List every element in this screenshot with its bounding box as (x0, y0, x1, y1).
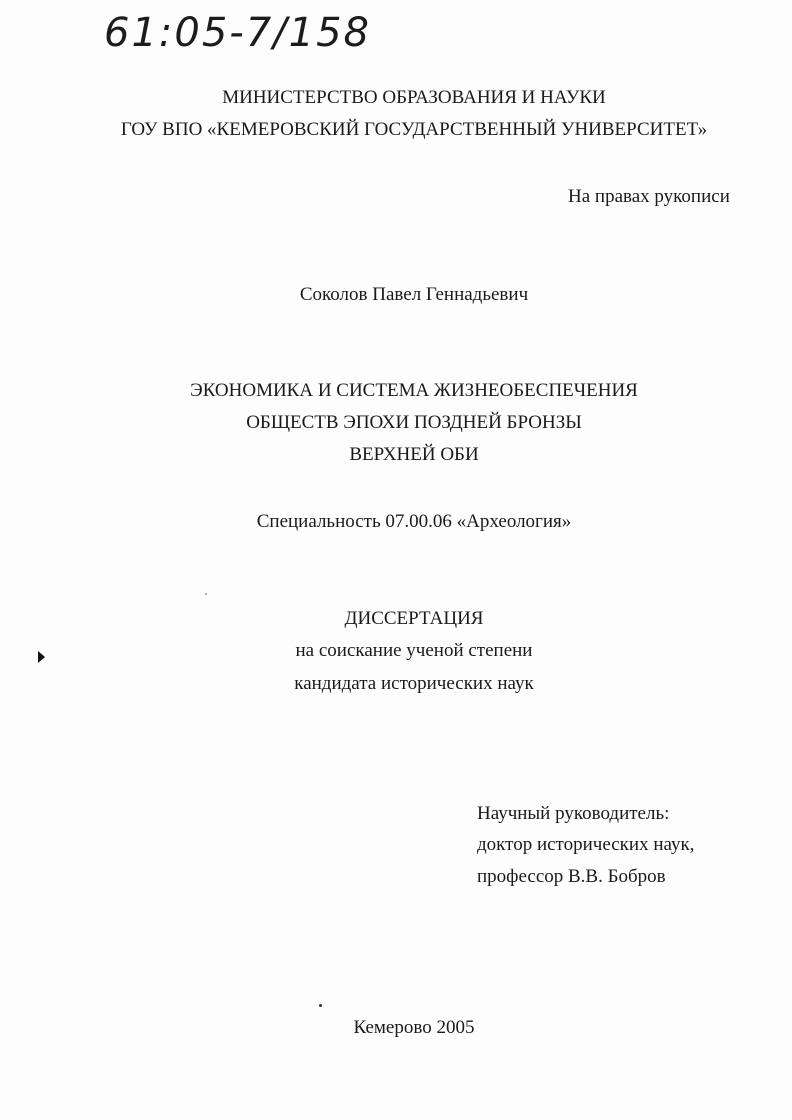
title-line-1: ЭКОНОМИКА И СИСТЕМА ЖИЗНЕОБЕСПЕЧЕНИЯ (190, 380, 638, 401)
manuscript-note: На правах рукописи (568, 186, 730, 207)
scan-speck (319, 1004, 322, 1007)
author-name: Соколов Павел Геннадьевич (299, 284, 529, 305)
ministry-name: МИНИСТЕРСТВО ОБРАЗОВАНИЯ И НАУКИ (222, 87, 606, 108)
scan-speck (205, 593, 207, 595)
degree-name: кандидата исторических наук (294, 673, 534, 694)
degree-purpose: на соискание ученой степени (295, 640, 533, 661)
archive-code-text: 61:05-7/158 (104, 10, 371, 56)
specialty: Специальность 07.00.06 «Археология» (256, 511, 572, 532)
supervisor-degree: доктор исторических наук, (477, 834, 695, 855)
scan-margin-marker (38, 651, 45, 663)
city-year: Кемерово 2005 (353, 1017, 475, 1038)
university-name: ГОУ ВПО «КЕМЕРОВСКИЙ ГОСУДАРСТВЕННЫЙ УНИВЕРСИТЕТ» (120, 119, 708, 140)
handwritten-archive-code (100, 2, 440, 60)
title-line-3: ВЕРХНЕЙ ОБИ (349, 444, 479, 465)
supervisor-name: профессор В.В. Бобров (477, 866, 666, 887)
dissertation-label: ДИССЕРТАЦИЯ (344, 608, 484, 629)
supervisor-label: Научный руководитель: (477, 803, 670, 824)
title-line-2: ОБЩЕСТВ ЭПОХИ ПОЗДНЕЙ БРОНЗЫ (246, 412, 582, 433)
